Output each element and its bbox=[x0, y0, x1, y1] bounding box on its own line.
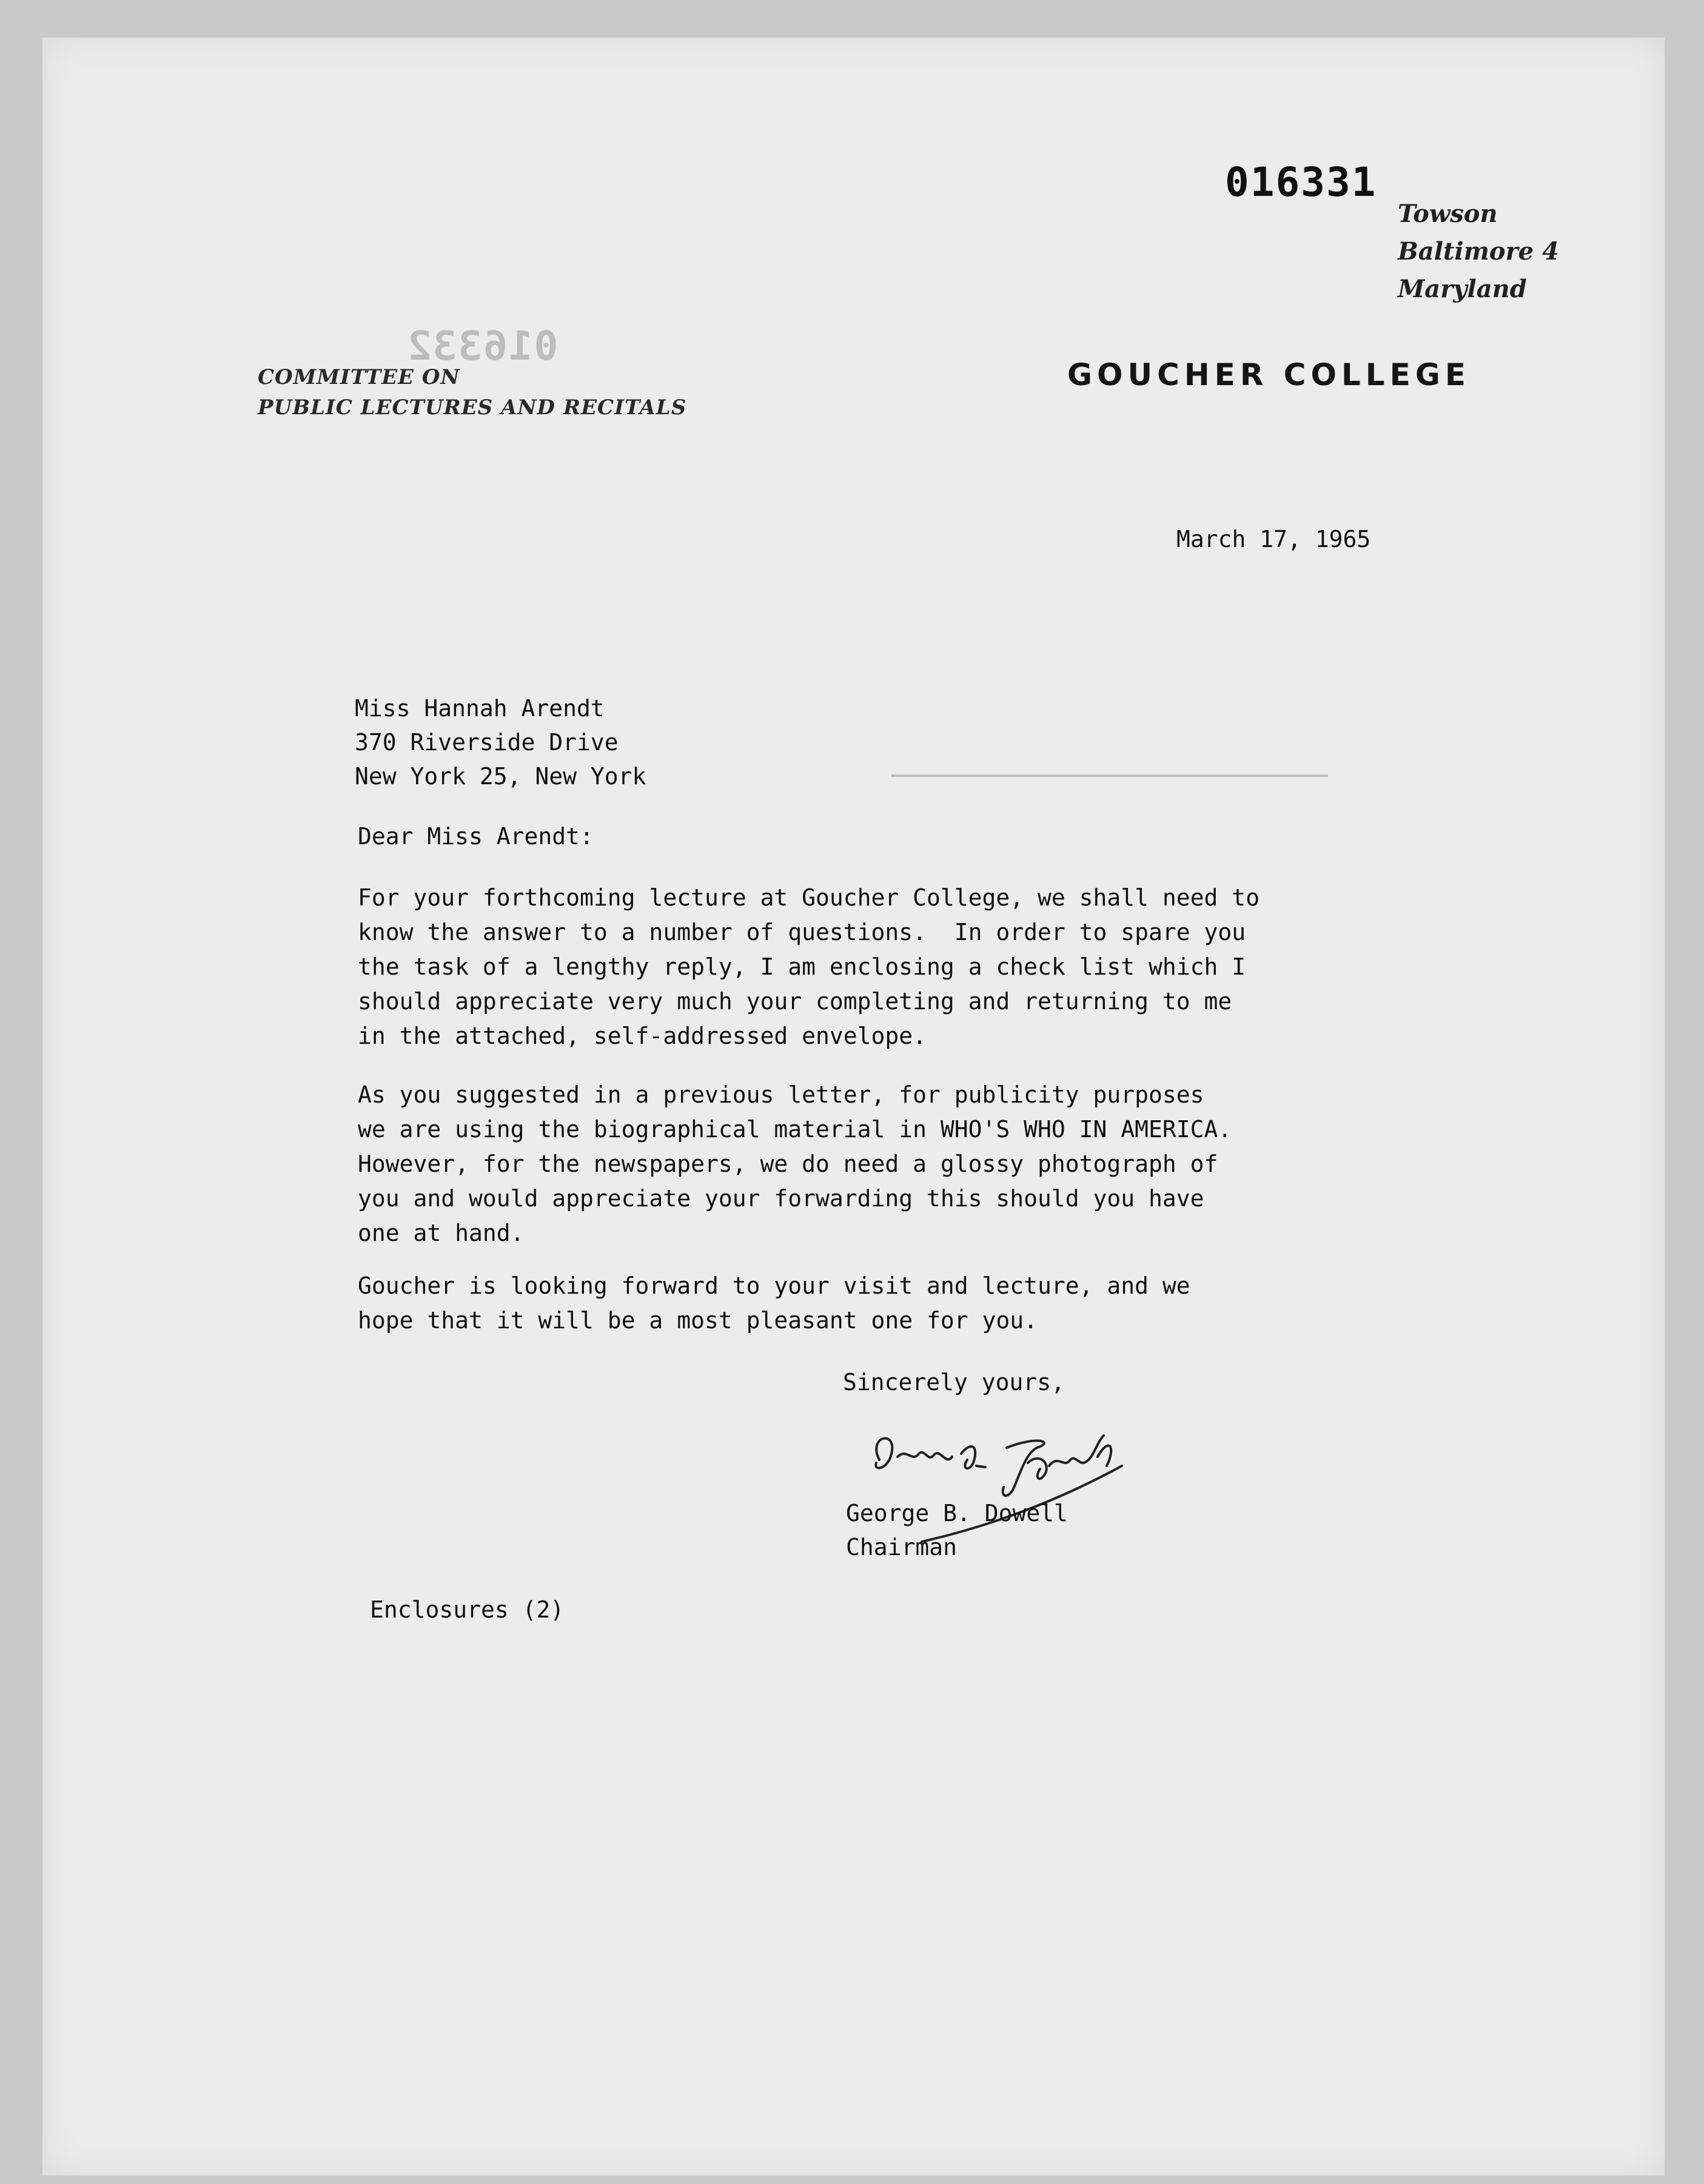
body-paragraph-1: For your forthcoming lecture at Goucher College, we shall need to know the answer to a number of questions. In order to spare you the task of a lengthy reply, I am enclosing a check list which I should appreciate very much your completing and returning to me in the attached, self-addressed envelope. bbox=[358, 884, 1260, 1049]
enclosures-note: Enclosures (2) bbox=[370, 1596, 565, 1623]
committee-line-1: COMMITTEE ON bbox=[258, 365, 460, 389]
recipient-address bbox=[355, 691, 646, 793]
document-number: 016331 bbox=[1225, 159, 1377, 206]
committee-heading bbox=[258, 362, 686, 423]
address-line-city: Baltimore 4 bbox=[1398, 237, 1559, 266]
body-paragraph-2: As you suggested in a previous letter, for publicity purposes we are using the biographical material in WHO'S WHO IN AMERICA. However, for the newspapers, we do need a glossy photograph of you and would appreciate your forwarding this should you have one at hand. bbox=[358, 1081, 1232, 1246]
body-paragraph-3: Goucher is looking forward to your visit and lecture, and we hope that it will be a most pleasant one for you. bbox=[358, 1272, 1190, 1334]
recipient-city: New York 25, New York bbox=[355, 763, 646, 790]
recipient-name: Miss Hannah Arendt bbox=[355, 695, 605, 722]
recipient-street: 370 Riverside Drive bbox=[355, 729, 619, 756]
letter-page bbox=[42, 38, 1665, 2176]
address-line-state: Maryland bbox=[1398, 275, 1527, 303]
address-line-town: Towson bbox=[1398, 200, 1498, 228]
signer-block bbox=[846, 1496, 1068, 1564]
complimentary-close: Sincerely yours, bbox=[843, 1369, 1065, 1396]
signer-name: George B. Dowell bbox=[846, 1500, 1068, 1527]
bleed-through-rule bbox=[891, 774, 1328, 777]
college-letterhead: GOUCHER COLLEGE bbox=[1067, 357, 1471, 392]
salutation: Dear Miss Arendt: bbox=[358, 823, 594, 850]
signer-title: Chairman bbox=[846, 1534, 958, 1561]
committee-line-2: PUBLIC LECTURES AND RECITALS bbox=[258, 395, 687, 420]
letter-date: March 17, 1965 bbox=[1176, 526, 1371, 553]
bleed-through-number: 016332 bbox=[406, 323, 558, 369]
college-address bbox=[1398, 195, 1559, 308]
